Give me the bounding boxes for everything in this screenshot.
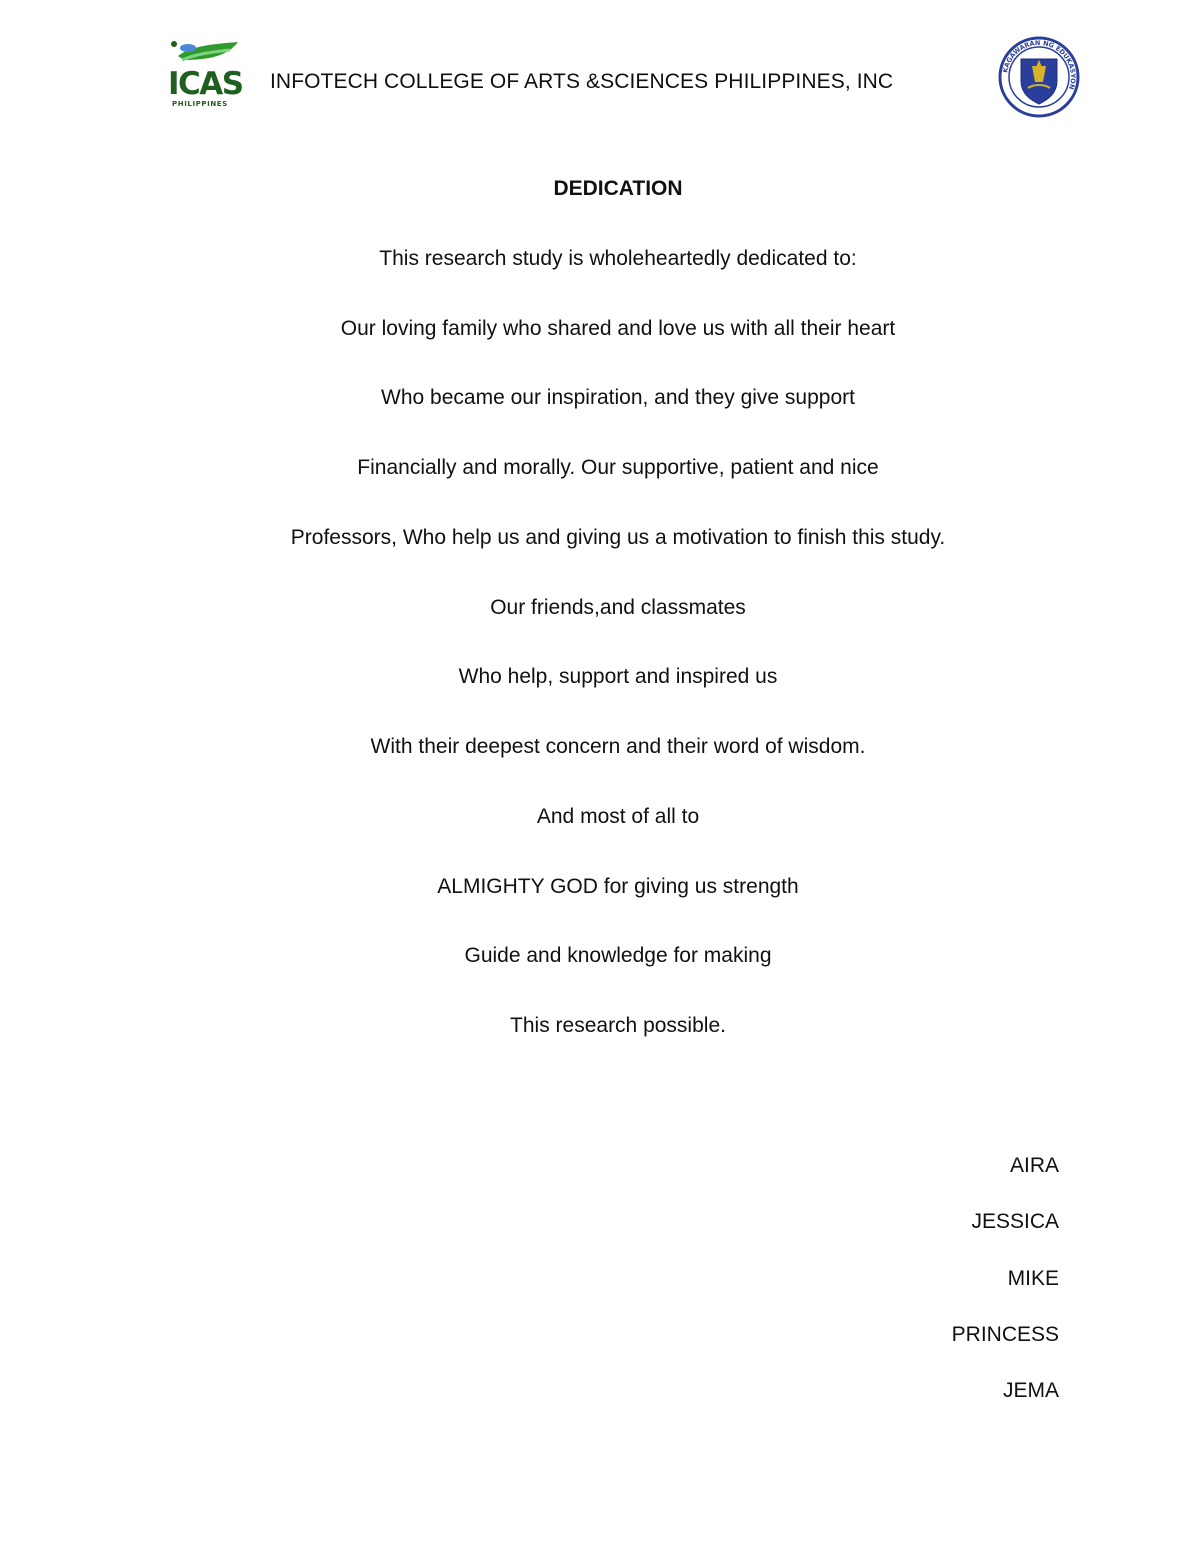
dedication-line: This research possible. [510,1014,726,1037]
dedication-line: With their deepest concern and their word of wisdom. [370,735,866,758]
icas-logo-subtext: PHILIPPINES [172,100,228,108]
deped-seal-icon [990,36,1088,118]
dedication-line: Our friends,and classmates [490,596,746,619]
deped-seal [990,36,1088,118]
signature-name: JESSICA [971,1210,1059,1233]
icas-logo-icon [164,36,252,112]
signature-name: MIKE [1007,1267,1059,1290]
dedication-line: This research study is wholeheartedly dedicated to: [379,247,857,270]
signature-name: JEMA [1002,1379,1059,1402]
icas-logo [164,36,252,112]
page-header [0,0,1200,130]
dedication-line: ALMIGHTY GOD for giving us strength [437,875,799,898]
dedication-line: Who help, support and inspired us [458,665,778,688]
dedication-line: Guide and knowledge for making [464,944,772,967]
school-name: INFOTECH COLLEGE OF ARTS &SCIENCES PHILIPPINES, INC [270,70,894,93]
deped-seal-text: KAGAWARAN NG EDUKASYON [1001,38,1078,91]
dedication-line: Financially and morally. Our supportive, patient and nice [357,456,879,479]
signature-name: PRINCESS [951,1323,1059,1346]
signature-name: AIRA [1009,1154,1059,1177]
dedication-line: Our loving family who shared and love us with all their heart [340,317,896,340]
document-title: DEDICATION [553,177,683,200]
dedication-line: Professors, Who help us and giving us a motivation to finish this study. [290,526,946,549]
dedication-line: And most of all to [536,805,700,828]
icas-logo-wordmark: ICAS [168,66,243,102]
dedication-line: Who became our inspiration, and they give support [381,386,855,409]
